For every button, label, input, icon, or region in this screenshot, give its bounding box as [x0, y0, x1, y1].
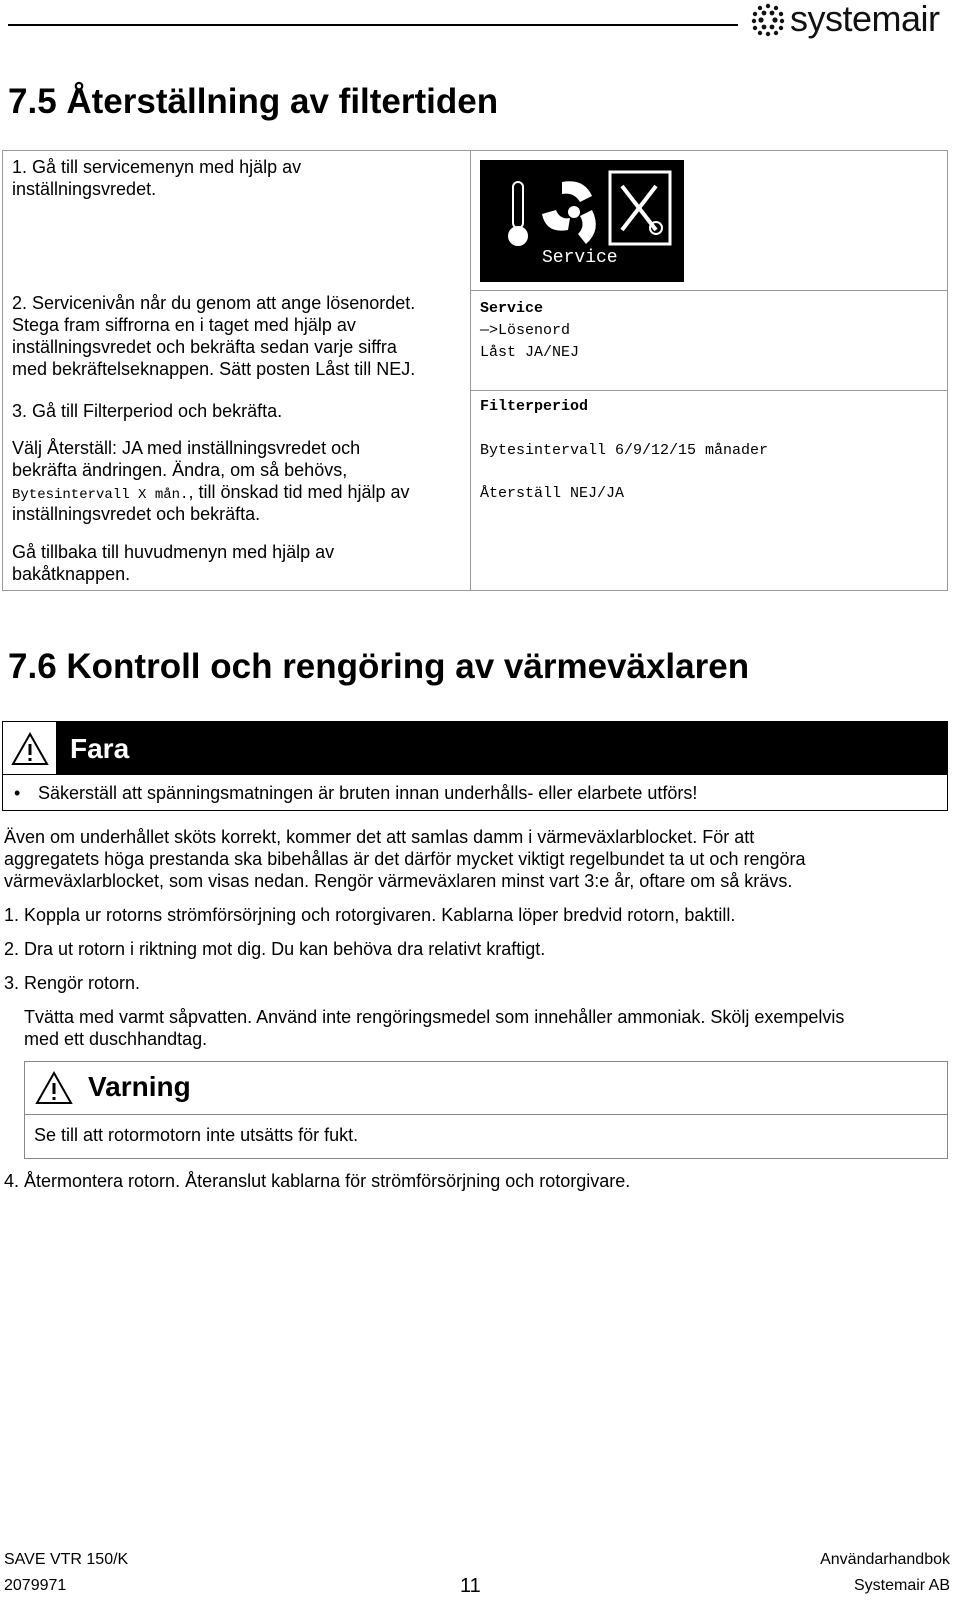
step-2-line: Stega fram siffrorna en i taget med hjälp av [12, 315, 356, 335]
step-number: 4. [4, 1171, 20, 1191]
service-screen-label: Service [542, 248, 618, 268]
service-menu-screen [480, 160, 684, 282]
step-2-line: inställningsvredet och bekräfta sedan varje siffra [12, 337, 397, 357]
step-2-line: 2. Servicenivån når du genom att ange lösenordet. [12, 293, 416, 313]
step-3-paragraph: inställningsvredet och bekräfta. [12, 504, 261, 524]
danger-icon-cell [2, 721, 57, 775]
step-3-line: 3. Gå till Filterperiod och bekräfta. [12, 401, 283, 421]
step-1-line: 1. Gå till servicemenyn med hjälp av [12, 157, 302, 177]
step-number: 2. [4, 939, 20, 959]
section-heading-7-6: 7.6 Kontroll och rengöring av värmeväxlaren [8, 647, 750, 686]
step-3-paragraph: bakåtknappen. [12, 564, 131, 584]
danger-title: Fara [70, 733, 130, 764]
step-3-paragraph: Bytesintervall X mån., till önskad tid med hjälp av [12, 482, 410, 503]
screen-line: Bytesintervall 6/9/12/15 månader [480, 442, 769, 459]
intro-line: Även om underhållet sköts korrekt, kommer det att samlas damm i värmeväxlarblocket. För att [4, 827, 755, 847]
step-3-paragraph: bekräfta ändringen. Ändra, om så behövs, [12, 460, 348, 480]
warning-title: Varning [88, 1071, 191, 1102]
fan-icon [542, 181, 596, 244]
warning-triangle-icon [3, 722, 58, 776]
step-3-paragraph: Välj Återställ: JA med inställningsvredet och [12, 438, 361, 458]
thermometer-icon [509, 182, 527, 245]
footer-product: SAVE VTR 150/K [4, 1551, 129, 1568]
footer-company: Systemair AB [853, 1577, 950, 1594]
table-column-divider [470, 150, 471, 591]
warning-triangle-icon [34, 1070, 74, 1106]
screen-line: Låst JA/NEJ [480, 344, 580, 361]
header-rule [8, 24, 738, 26]
bullet-icon: • [14, 783, 21, 803]
step-text: Koppla ur rotorns strömförsörjning och rotorgivaren. Kablarna löper bredvid rotorn, baktill. [24, 905, 736, 925]
screen-line: —>Lösenord [480, 322, 571, 339]
danger-text: Säkerställ att spänningsmatningen är bruten innan underhålls- eller elarbete utförs! [38, 783, 698, 803]
inline-code: Bytesintervall X mån. [12, 487, 189, 503]
danger-banner [2, 721, 948, 775]
footer-doc-number: 2079971 [4, 1577, 67, 1594]
step-text: Rengör rotorn. [24, 973, 141, 993]
step-3-paragraph: Gå tillbaka till huvudmenyn med hjälp av [12, 542, 335, 562]
step-2-line: med bekräftelseknappen. Sätt posten Låst till NEJ. [12, 359, 416, 379]
service-tools-icon [610, 172, 670, 244]
footer-doc-type: Användarhandbok [820, 1551, 950, 1568]
step-3-detail: Tvätta med varmt såpvatten. Använd inte rengöringsmedel som innehåller ammoniak. Skölj exempelvis [24, 1007, 845, 1027]
table-row-divider [471, 390, 948, 391]
step-number: 1. [4, 905, 20, 925]
warning-text: Se till att rotormotorn inte utsätts för fukt. [34, 1125, 359, 1145]
step-1-line: inställningsvredet. [12, 179, 157, 199]
table-row-divider [471, 290, 948, 291]
screen-line: Service [480, 300, 544, 317]
intro-line: värmeväxlarblocket, som visas nedan. Rengör värmeväxlaren minst vart 3:e år, oftare om så krävs. [4, 871, 793, 891]
brand-name: systemair [790, 0, 940, 39]
section-heading-7-5: 7.5 Återställning av filtertiden [8, 82, 499, 121]
step-text: Dra ut rotorn i riktning mot dig. Du kan behöva dra relativt kraftigt. [24, 939, 546, 959]
screen-line: Filterperiod [480, 398, 589, 415]
systemair-logo-icon [750, 2, 786, 38]
intro-line: aggregatets höga prestanda ska bibehållas är det därför mycket viktigt regelbundet ta ut och rengöra [4, 849, 806, 869]
step-text: Återmontera rotorn. Återanslut kablarna för strömförsörjning och rotorgivare. [24, 1171, 631, 1191]
page-number: 11 [460, 1575, 481, 1597]
screen-line: Återställ NEJ/JA [480, 485, 625, 502]
step-number: 3. [4, 973, 20, 993]
step-3-detail: med ett duschhandtag. [24, 1029, 208, 1049]
warning-divider [25, 1114, 947, 1115]
